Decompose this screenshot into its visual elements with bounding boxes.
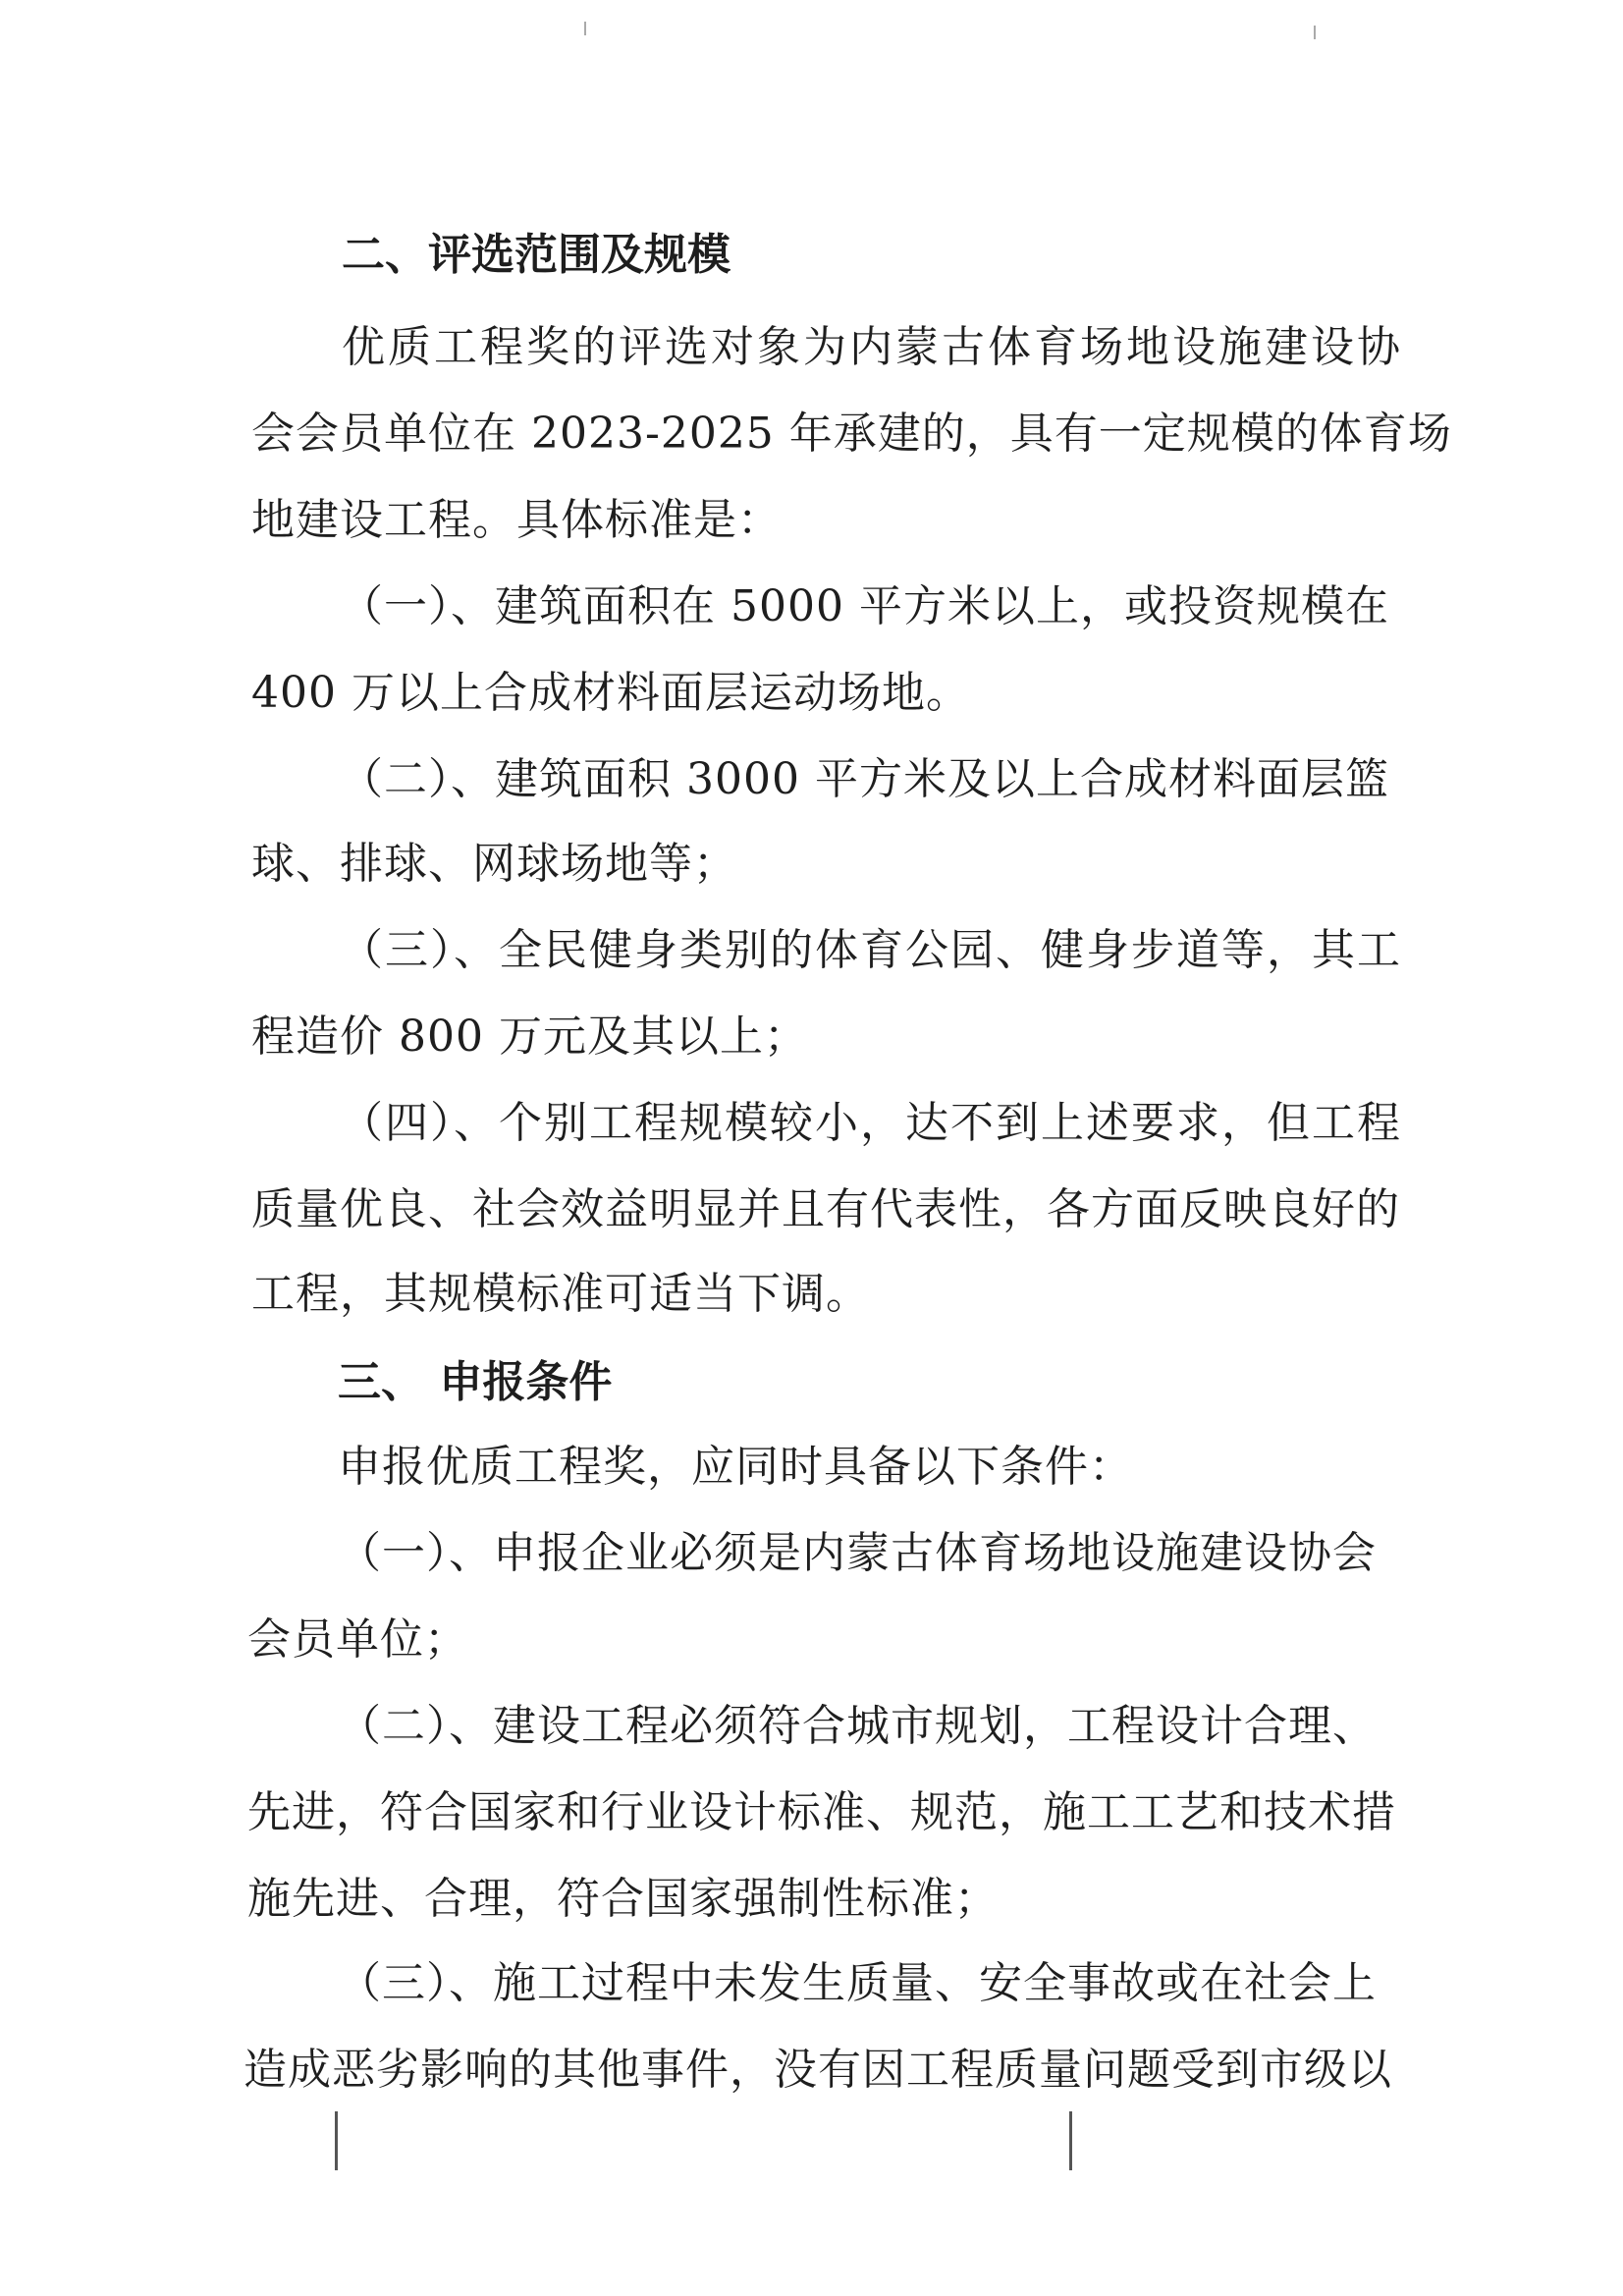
text-line: 工程，其规模标准可适当下调。 [251, 1269, 870, 1319]
text-line: 球、排球、网球场地等； [251, 839, 737, 889]
text-line: （二）、建设工程必须符合城市规划，工程设计合理、 [338, 1701, 1377, 1751]
text-line: 申报优质工程奖，应同时具备以下条件： [338, 1442, 1133, 1492]
text-line: （一）、申报企业必须是内蒙古体育场地设施建设协会 [338, 1528, 1377, 1578]
section-heading-scope: 二、评选范围及规模 [342, 230, 730, 280]
text-line: （三）、全民健身类别的体育公园、健身步道等，其工 [340, 925, 1402, 975]
text-line: 造成恶劣影响的其他事件，没有因工程质量问题受到市级以 [243, 2045, 1392, 2095]
text-line: 400 万以上合成材料面层运动场地。 [251, 668, 970, 718]
section-heading-conditions: 三、 申报条件 [338, 1357, 613, 1407]
text-line: 施先进、合理，符合国家强制性标准； [247, 1874, 999, 1924]
text-line: 地建设工程。具体标准是： [251, 495, 782, 545]
text-line: 质量优良、社会效益明显并且有代表性，各方面反映良好的 [251, 1184, 1400, 1234]
text-line: （三）、施工过程中未发生质量、安全事故或在社会上 [338, 1958, 1377, 2008]
scan-mark [1069, 2111, 1072, 2170]
text-line: 优质工程奖的评选对象为内蒙古体育场地设施建设协 [342, 322, 1403, 372]
text-line: （二）、建筑面积 3000 平方米及以上合成材料面层篮 [340, 754, 1389, 804]
scan-mark [335, 2111, 338, 2170]
text-line: 程造价 800 万元及其以上； [251, 1011, 808, 1062]
text-line: 会员单位； [247, 1614, 468, 1665]
text-line: 会会员单位在 2023-2025 年承建的，具有一定规模的体育场 [251, 409, 1452, 459]
text-line: （四）、个别工程规模较小，达不到上述要求，但工程 [340, 1098, 1402, 1148]
text-line: （一）、建筑面积在 5000 平方米以上，或投资规模在 [340, 581, 1389, 631]
text-line: 先进，符合国家和行业设计标准、规范，施工工艺和技术措 [247, 1787, 1396, 1837]
scan-mark [584, 22, 586, 35]
scan-mark [1314, 26, 1316, 39]
